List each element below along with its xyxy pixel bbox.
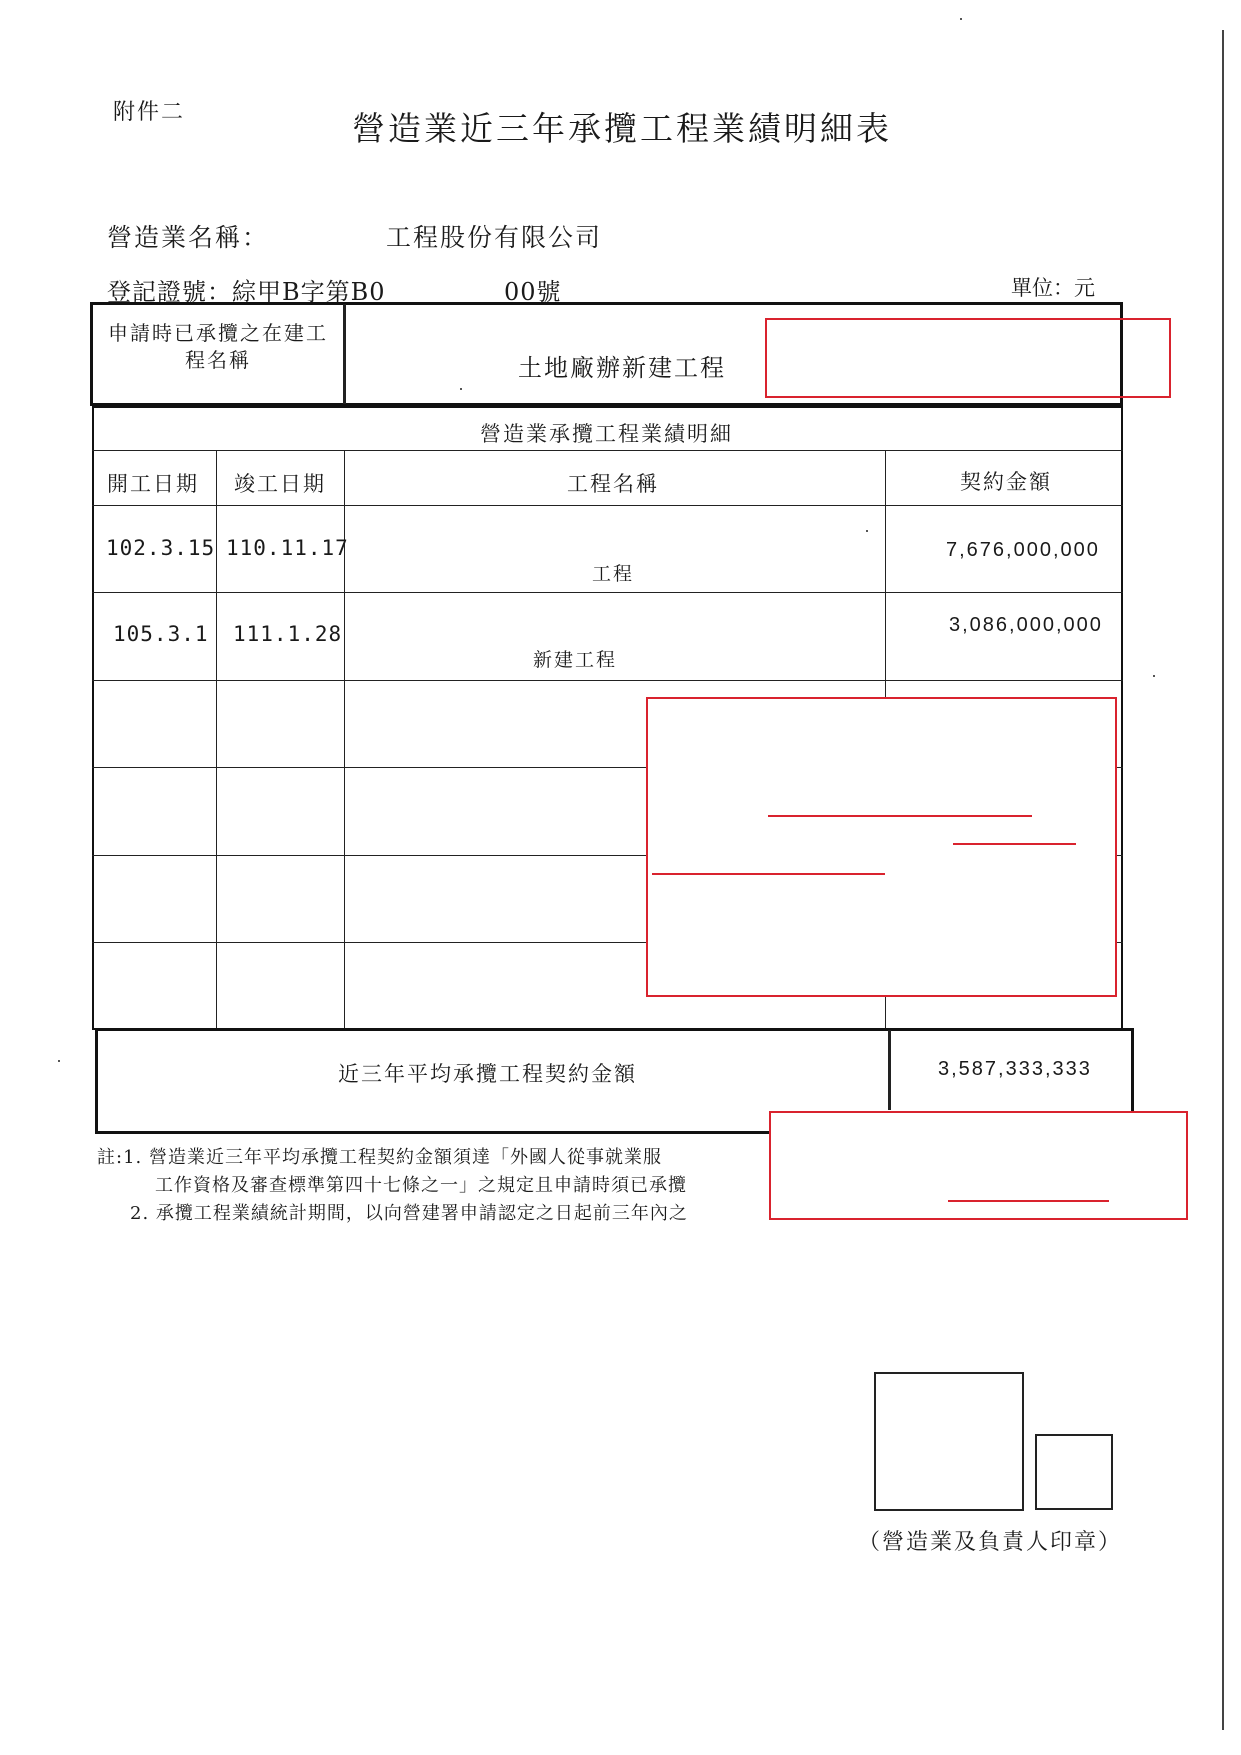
scan-edge	[1222, 30, 1224, 1730]
current-project-label: 申請時已承攬之在建工程名稱	[108, 321, 328, 372]
note-line-3: 2. 承攬工程業績統計期間，以向營建署申請認定之日起前三年內之	[130, 1203, 688, 1224]
average-row-divider	[888, 1030, 891, 1110]
average-label: 近三年平均承攬工程契約金額	[338, 1062, 637, 1086]
table-rule	[92, 505, 1123, 506]
table-row-1-name: 工程	[592, 563, 635, 585]
column-divider	[216, 450, 217, 1030]
table-rule	[92, 450, 1123, 451]
unit-label: 單位：元	[1011, 276, 1095, 300]
scan-speck	[58, 1060, 60, 1062]
redaction-line	[953, 843, 1076, 845]
redaction-line	[652, 873, 885, 875]
scan-speck	[1153, 675, 1155, 677]
table-row-2-name: 新建工程	[533, 649, 618, 671]
representative-seal-box	[1035, 1434, 1113, 1510]
column-header-start-date: 開工日期	[107, 472, 199, 496]
table-rule	[92, 680, 1123, 681]
table-row-1-end: 110.11.17	[226, 536, 349, 560]
redaction-line	[768, 815, 1032, 817]
table-row-1-start: 102.3.15	[106, 536, 216, 560]
table-row-2-amount: 3,086,000,000	[949, 614, 1103, 636]
current-project-name: 土地廠辦新建工程	[518, 354, 726, 382]
section-title: 營造業承攬工程業績明細	[480, 422, 733, 446]
attachment-label: 附件二	[113, 100, 186, 125]
table-row-1-amount: 7,676,000,000	[946, 539, 1100, 561]
note-line-2: 工作資格及審查標準第四十七條之一」之規定且申請時須已承攬	[155, 1175, 687, 1196]
scan-speck	[960, 18, 962, 20]
redaction-line	[948, 1200, 1109, 1202]
scan-speck	[460, 388, 462, 390]
registration-number: 00號	[504, 278, 562, 306]
company-label: 營造業名稱：	[107, 223, 270, 252]
table-row-2-end: 111.1.28	[233, 622, 343, 646]
column-header-project-name: 工程名稱	[567, 472, 659, 496]
column-header-contract-amount: 契約金額	[960, 470, 1052, 494]
company-name: 工程股份有限公司	[386, 223, 603, 252]
redaction-box	[769, 1111, 1188, 1220]
scan-speck	[866, 530, 868, 532]
table-rule	[92, 592, 1123, 593]
page-title: 營造業近三年承攬工程業績明細表	[352, 109, 892, 148]
company-seal-box	[874, 1372, 1024, 1511]
current-project-divider	[343, 304, 346, 404]
average-value: 3,587,333,333	[938, 1058, 1092, 1080]
seal-caption: （營造業及負責人印章）	[858, 1530, 1123, 1555]
column-header-end-date: 竣工日期	[234, 472, 326, 496]
redaction-box	[765, 318, 1171, 398]
note-line-1: 註:1. 營造業近三年平均承攬工程契約金額須達「外國人從事就業服	[97, 1147, 662, 1168]
table-row-2-start: 105.3.1	[113, 622, 209, 646]
redaction-box	[646, 697, 1117, 997]
registration-label: 登記證號：綜甲B字第B0	[107, 278, 386, 306]
